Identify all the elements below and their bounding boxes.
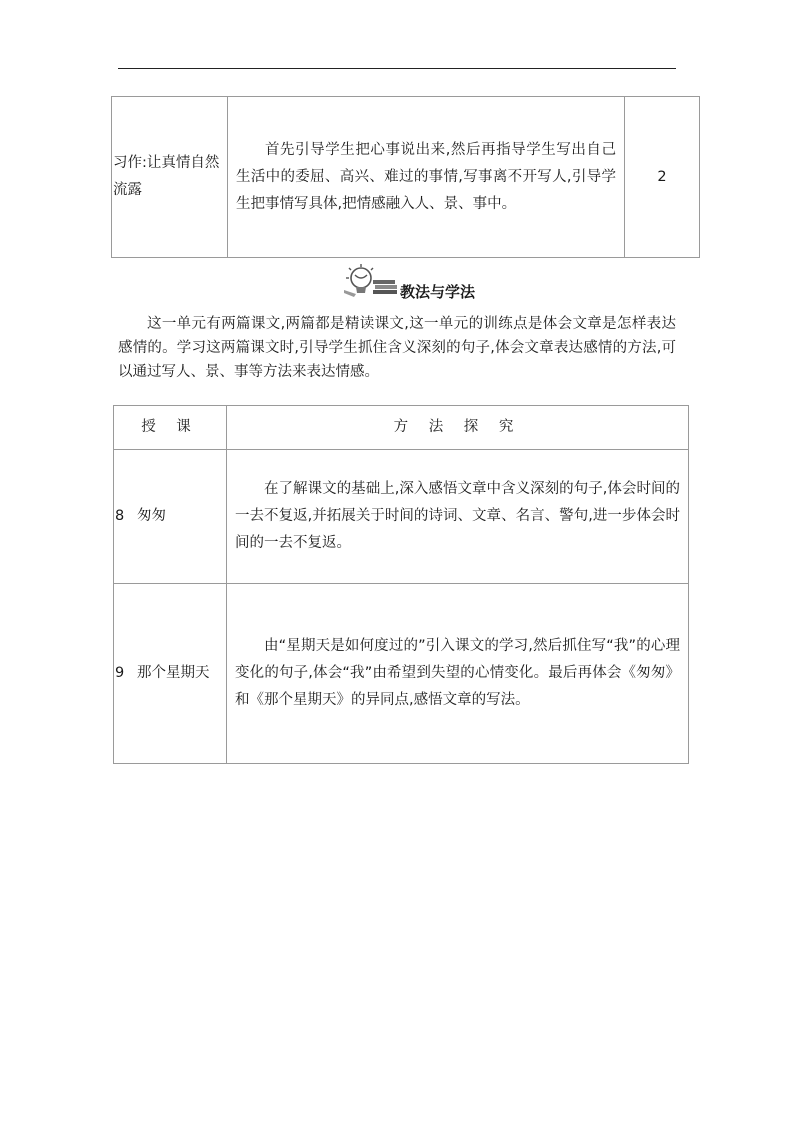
lesson-cell [114,584,227,764]
lesson-title: 那个星期天 [137,665,210,681]
section-heading [342,264,502,300]
method-cell [228,97,625,258]
method-cell [227,450,689,584]
header-lesson: 授 课 [114,406,227,450]
lesson-number: 9 [115,665,125,681]
lesson-number: 8 [115,508,125,524]
method-text: 在了解课文的基础上,深入感悟文章中含义深刻的句子,体会时间的一去不复返,并拓展关于时间的诗词、文章、名言、警句,进一步体会时间的一去不复返。 [235,481,680,551]
table-header-row [114,406,689,450]
teaching-method-table [113,405,689,764]
lightbulb-books-icon [342,264,402,300]
hours-cell: 2 [625,97,700,258]
table-row [114,584,689,764]
method-cell [227,584,689,764]
table-row [112,97,700,258]
intro-paragraph: 这一单元有两篇课文,两篇都是精读课文,这一单元的训练点是体会文章是怎样表达感情的。学习这两篇课文时,引导学生抓住含义深刻的句子,体会文章表达感情的方法,可以通过写人、景、事等方法来表达情感。 [118,316,676,380]
table-row [114,450,689,584]
header-rule [118,68,676,69]
lesson-cell: 习作:让真情自然流露 [112,97,228,258]
method-text: 首先引导学生把心事说出来,然后再指导学生写出自己生活中的委屈、高兴、难过的事情,写事离不开写人,引导学生把事情写具体,把情感融入人、景、事中。 [236,141,616,212]
lesson-cell [114,450,227,584]
header-method: 方 法 探 究 [227,406,689,450]
lesson-table-top [111,96,700,258]
lesson-title: 匆匆 [137,508,166,524]
method-text: 由“星期天是如何度过的”引入课文的学习,然后抓住写“我”的心理变化的句子,体会“我”由希望到失望的心情变化。最后再体会《匆匆》和《那个星期天》的异同点,感悟文章的写法。 [235,638,680,708]
section-title: 教法与学法 [400,283,476,301]
